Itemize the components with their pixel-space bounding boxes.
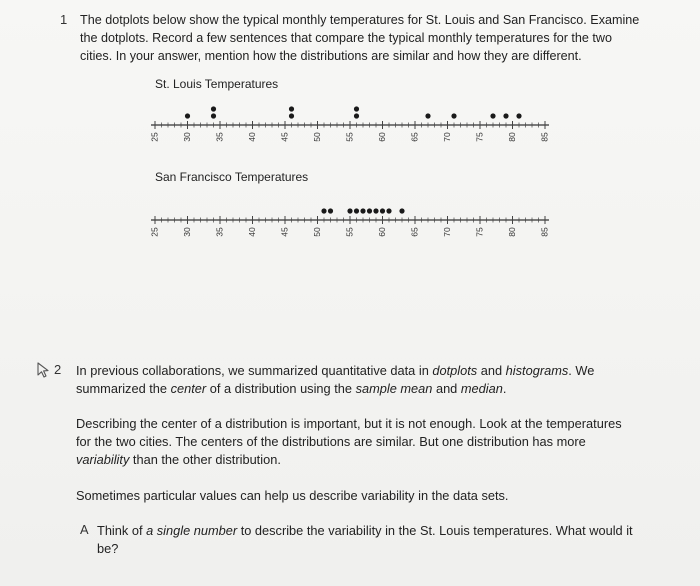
tick-label: 85 xyxy=(539,227,550,237)
tick-label: 30 xyxy=(181,132,192,142)
tick-label: 80 xyxy=(506,132,517,142)
tick-label: 35 xyxy=(214,132,225,142)
part-a-line-2: be? xyxy=(97,541,119,556)
data-dot xyxy=(451,113,456,118)
tick-label: 65 xyxy=(409,132,420,142)
question-1-number: 1 xyxy=(60,12,68,27)
tick-label: 85 xyxy=(539,132,550,142)
tick-label: 35 xyxy=(214,227,225,237)
data-dot xyxy=(367,208,372,213)
data-dot xyxy=(380,208,385,213)
question-2-number: 2 xyxy=(54,362,62,377)
question-1-line: The dotplots below show the typical monthly temperatures for St. Louis and San Francisco. Examine xyxy=(80,13,640,27)
question-2-values-line: Sometimes particular values can help us describe variability in the data sets. xyxy=(76,488,509,503)
data-dot xyxy=(373,208,378,213)
data-dot xyxy=(354,113,359,118)
question-2-intro-line-1: In previous collaborations, we summarized quantitative data in dotplots and histograms. We xyxy=(76,363,595,378)
tick-label: 25 xyxy=(149,132,160,142)
tick-label: 75 xyxy=(474,132,485,142)
data-dot xyxy=(321,208,326,213)
question-2-intro-line-2: summarized the center of a distribution using the sample mean and median. xyxy=(76,381,507,396)
st-louis-chart-title: St. Louis Temperatures xyxy=(155,77,279,91)
data-dot xyxy=(347,208,352,213)
tick-label: 30 xyxy=(181,227,192,237)
data-dot xyxy=(425,113,430,118)
question-2-body-line-3: variability than the other distribution. xyxy=(76,452,281,467)
data-dot xyxy=(328,208,333,213)
question-2-intro xyxy=(76,362,594,398)
part-a-letter: A xyxy=(80,522,89,537)
tick-label: 60 xyxy=(376,227,387,237)
question-1-line: the dotplots. Record a few sentences that compare the typical monthly temperatures for the two xyxy=(80,31,613,45)
data-dot xyxy=(399,208,404,213)
data-dot xyxy=(211,106,216,111)
data-dot xyxy=(354,106,359,111)
tick-label: 55 xyxy=(344,132,355,142)
tick-label: 25 xyxy=(149,227,160,237)
tick-label: 50 xyxy=(311,227,322,237)
st-louis-dotplot xyxy=(140,95,560,160)
data-dot xyxy=(360,208,365,213)
tick-label: 75 xyxy=(474,227,485,237)
question-2-body-line: Describing the center of a distribution is important, but it is not enough. Look at the temperatures xyxy=(76,416,622,431)
data-dot xyxy=(289,106,294,111)
question-1-line: cities. In your answer, mention how the distributions are similar and how they are different. xyxy=(80,49,582,63)
tick-label: 45 xyxy=(279,132,290,142)
tick-label: 70 xyxy=(441,227,452,237)
tick-label: 80 xyxy=(506,227,517,237)
san-francisco-dotplot xyxy=(140,190,560,255)
part-a-line-1: Think of a single number to describe the variability in the St. Louis temperatures. What would it xyxy=(97,523,633,538)
tick-label: 70 xyxy=(441,132,452,142)
tick-label: 40 xyxy=(246,227,257,237)
question-2-body-line: for the two cities. The centers of the distributions are similar. But one distribution has more xyxy=(76,434,586,449)
data-dot xyxy=(386,208,391,213)
data-dot xyxy=(211,113,216,118)
tick-label: 60 xyxy=(376,132,387,142)
san-francisco-chart-title: San Francisco Temperatures xyxy=(155,170,309,184)
tick-label: 50 xyxy=(311,132,322,142)
data-dot xyxy=(185,113,190,118)
tick-label: 55 xyxy=(344,227,355,237)
question-2-body xyxy=(76,415,622,469)
data-dot xyxy=(490,113,495,118)
question-1-text xyxy=(80,11,639,65)
tick-label: 45 xyxy=(279,227,290,237)
tick-label: 65 xyxy=(409,227,420,237)
data-dot xyxy=(289,113,294,118)
data-dot xyxy=(354,208,359,213)
data-dot xyxy=(516,113,521,118)
tick-label: 40 xyxy=(246,132,257,142)
part-a-text xyxy=(97,522,633,558)
data-dot xyxy=(503,113,508,118)
cursor-pointer-icon xyxy=(36,361,52,379)
